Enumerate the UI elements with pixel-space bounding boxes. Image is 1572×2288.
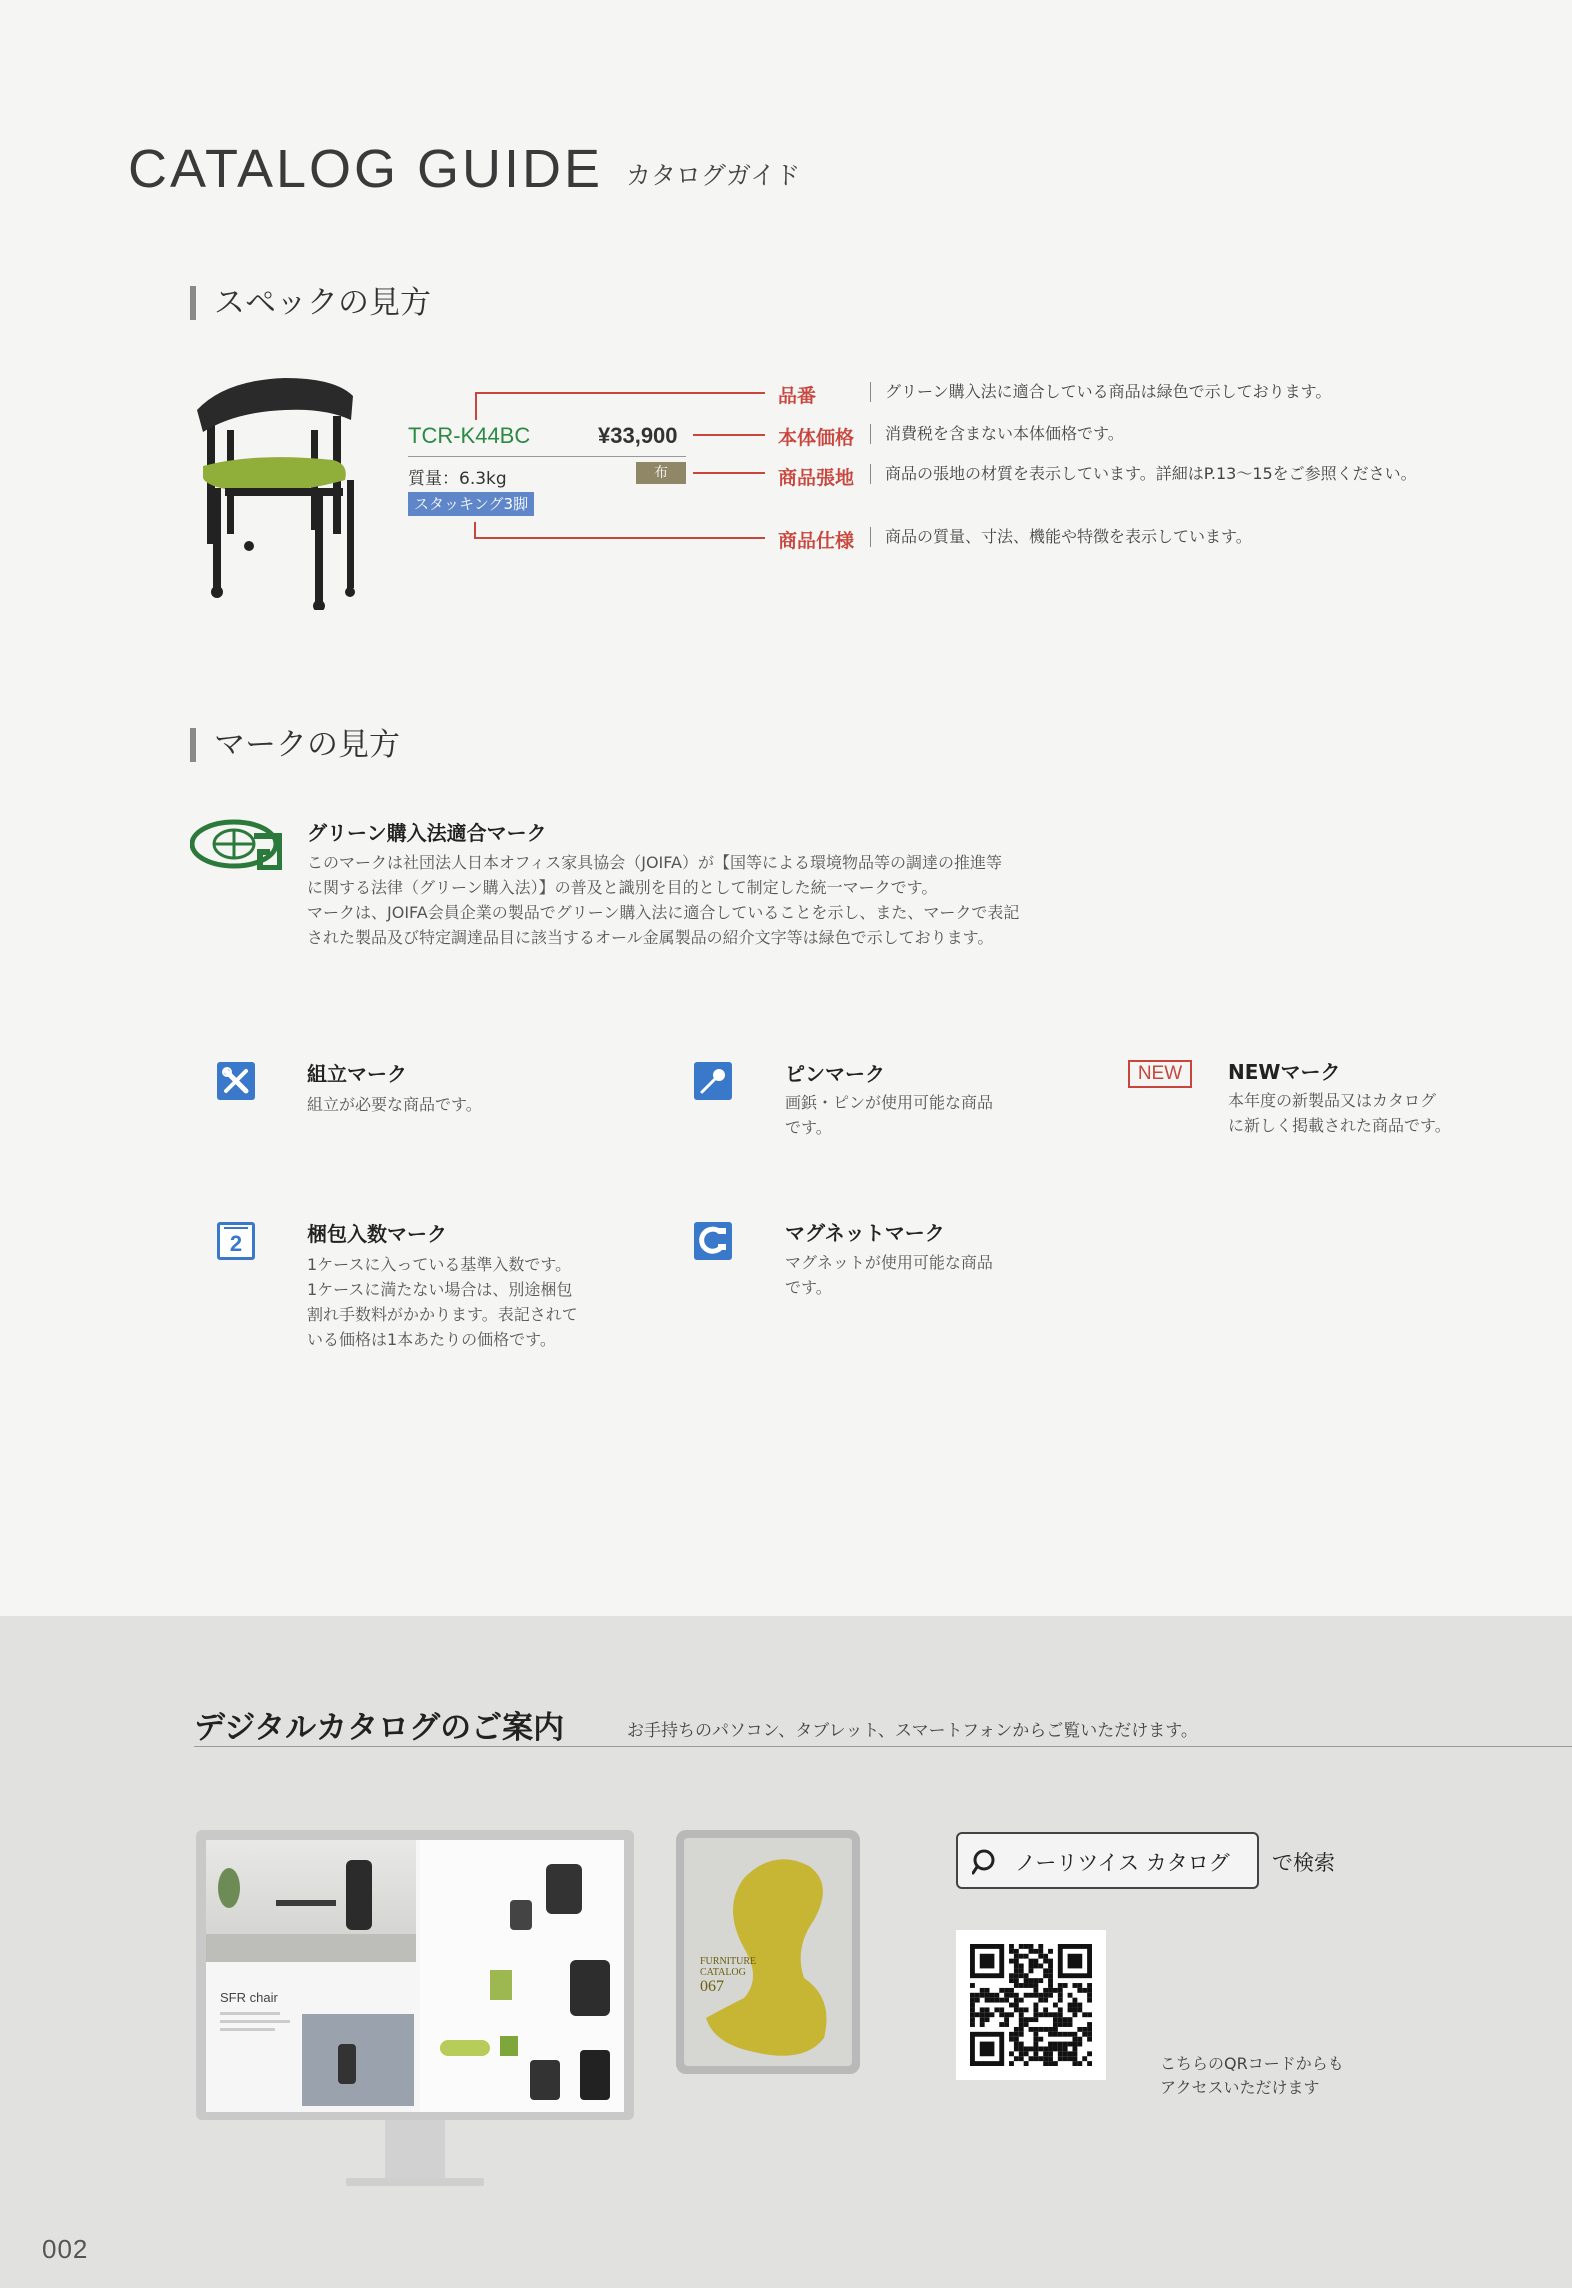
leader-fabric <box>693 472 765 474</box>
monitor-stand <box>385 2120 445 2180</box>
example-weight: 質量：6.3kg <box>408 469 507 489</box>
pin-mark-title: ピンマーク <box>785 1062 885 1086</box>
leader-price <box>693 434 765 436</box>
screen-product-page <box>420 1840 624 2112</box>
green-mark-desc: このマークは社団法人日本オフィス家具協会（JOIFA）が【国等による環境物品等の調達の推進等 に関する法律（グリーン購入法）】の普及と識別を目的として制定した統一マークです。 マークは、JOIFA会員企業の製品でグリーン購入法に適合していることを示し、また、マークで表記 された製品及び特定調達品目に該当するオール金属製品の紹介文字等は緑色で示しております。 <box>307 853 1020 947</box>
mark-heading: マークの見方 <box>190 728 400 762</box>
page-title: CATALOG GUIDE <box>128 139 604 199</box>
monitor-stand-base <box>346 2178 484 2186</box>
new-badge: NEW <box>1128 1060 1192 1088</box>
leader-model-vertical <box>475 392 477 420</box>
digital-catalog-title: デジタルカタログのご案内 <box>194 1710 565 1746</box>
callout-label-price: 本体価格 <box>778 427 855 449</box>
green-purchase-mark-icon <box>190 818 282 870</box>
tablet-screen <box>684 1838 852 2066</box>
green-mark-title: グリーン購入法適合マーク <box>307 821 547 845</box>
fabric-badge: 布 <box>636 462 686 484</box>
stacking-badge: スタッキング3脚 <box>408 492 534 516</box>
spec-heading: スペックの見方 <box>190 286 431 320</box>
screen-meeting-photo <box>302 2014 414 2106</box>
example-model-number: TCR-K44BC <box>408 423 531 448</box>
search-label: ノーリツイス カタログ <box>1015 1851 1230 1875</box>
screen-label: SFR chair <box>220 1990 278 2005</box>
tablet-cover-text: FURNITURE CATALOG 067 <box>700 1956 757 1995</box>
callout-label-spec: 商品仕様 <box>778 530 855 552</box>
pack-mark-title: 梱包入数マーク <box>307 1222 447 1246</box>
leader-model-horizontal <box>475 392 765 394</box>
magnet-mark-title: マグネットマーク <box>785 1221 945 1245</box>
leader-spec-horizontal <box>474 537 765 539</box>
pin-icon <box>694 1062 732 1100</box>
qr-code[interactable] <box>956 1930 1106 2080</box>
spec-divider <box>408 456 686 457</box>
new-mark-desc: 本年度の新製品又はカタログ に新しく掲載された商品です。 <box>1228 1091 1451 1135</box>
magnet-icon <box>694 1222 732 1260</box>
assembly-mark-desc: 組立が必要な商品です。 <box>307 1095 482 1114</box>
callout-desc-model: グリーン購入法に適合している商品は緑色で示しております。 <box>870 382 1331 402</box>
assembly-mark-title: 組立マーク <box>307 1062 407 1086</box>
callout-desc-fabric: 商品の張地の材質を表示しています。詳細はP.13〜15をご参照ください。 <box>870 464 1417 484</box>
qr-note: こちらのQRコードからも アクセスいただけます <box>1160 2054 1344 2097</box>
pack-mark-desc: 1ケースに入っている基準入数です。 1ケースに満たない場合は、別途梱包 割れ手数料がかかります。表記されて いる価格は1本あたりの価格です。 <box>307 1255 578 1349</box>
callout-label-fabric: 商品張地 <box>778 467 855 489</box>
pack-quantity-icon: 2 <box>217 1222 255 1260</box>
digital-catalog-subtitle: お手持ちのパソコン、タブレット、スマートフォンからご覧いただけます。 <box>627 1721 1198 1741</box>
page-number: 002 <box>42 2234 89 2264</box>
new-mark-title: NEWマーク <box>1228 1060 1341 1084</box>
monitor-screen <box>206 1840 624 2112</box>
assembly-icon <box>217 1062 255 1100</box>
chair-illustration <box>185 370 375 610</box>
magnet-mark-desc: マグネットが使用可能な商品 です。 <box>785 1253 993 1297</box>
page-title-jp: カタログガイド <box>626 161 801 190</box>
leader-spec-vertical <box>474 522 476 538</box>
callout-desc-price: 消費税を含まない本体価格です。 <box>870 424 1124 444</box>
callout-desc-spec: 商品の質量、寸法、機能や特徴を表示しています。 <box>870 527 1252 547</box>
search-suffix: で検索 <box>1272 1851 1335 1875</box>
callout-label-model: 品番 <box>778 385 817 407</box>
digital-divider <box>194 1746 1572 1747</box>
example-price: ¥33,900 <box>598 423 678 448</box>
screen-office-photo <box>206 1840 416 1962</box>
search-icon <box>972 1848 1000 1876</box>
pin-mark-desc: 画鋲・ピンが使用可能な商品 です。 <box>785 1093 994 1137</box>
